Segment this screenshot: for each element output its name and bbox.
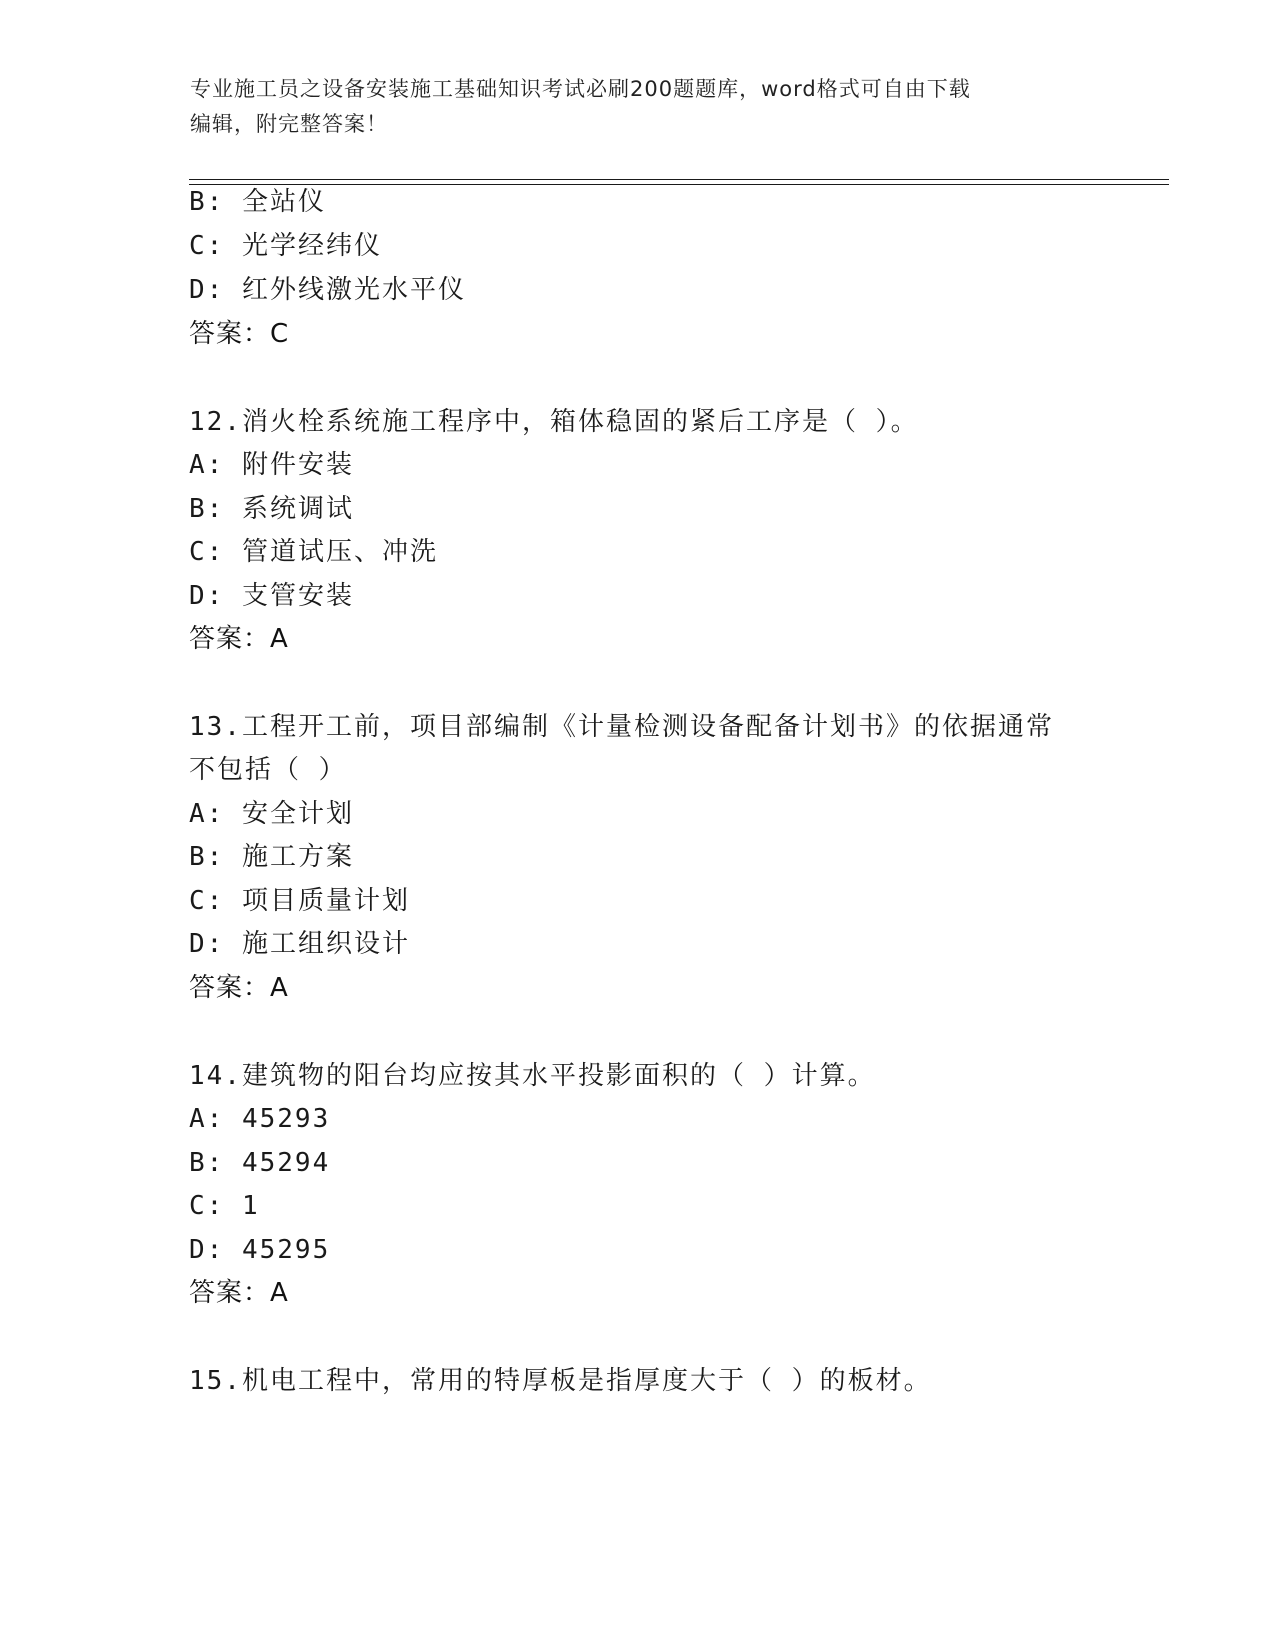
header-line-2: 编辑，附完整答案！ [190,112,388,136]
q15-stem: 15.机电工程中，常用的特厚板是指厚度大于（ ）的板材。 [189,1366,932,1396]
header-rule-bottom [189,184,1169,185]
q12-option-c: C: 管道试压、冲洗 [189,537,438,567]
q13-answer: 答案：A [189,973,289,1003]
header-rule-top [189,179,1169,180]
q14-answer: 答案：A [189,1278,289,1308]
q13-stem-line-2: 不包括（ ） [189,755,347,785]
prev-option-d: D: 红外线激光水平仪 [189,275,466,305]
q13-option-d: D: 施工组织设计 [189,929,410,959]
prev-answer: 答案：C [189,319,290,349]
prev-option-b: B: 全站仪 [189,187,326,217]
q12-option-d: D: 支管安装 [189,581,354,611]
q13-option-c: C: 项目质量计划 [189,886,410,916]
header-line-1: 专业施工员之设备安装施工基础知识考试必刷200题题库，word格式可自由下载 [190,77,971,101]
q13-option-b: B: 施工方案 [189,842,354,872]
q14-option-c: C: 1 [189,1191,260,1221]
q14-stem: 14.建筑物的阳台均应按其水平投影面积的（ ）计算。 [189,1061,876,1091]
q12-stem: 12.消火栓系统施工程序中，箱体稳固的紧后工序是（ ）。 [189,407,919,437]
q12-answer: 答案：A [189,624,289,654]
q13-stem-line-1: 13.工程开工前，项目部编制《计量检测设备配备计划书》的依据通常 [189,712,1054,742]
q14-option-d: D: 45295 [189,1235,331,1265]
q12-option-a: A: 附件安装 [189,450,354,480]
q14-option-a: A: 45293 [189,1104,331,1134]
q13-option-a: A: 安全计划 [189,799,354,829]
prev-option-c: C: 光学经纬仪 [189,231,382,261]
q14-option-b: B: 45294 [189,1148,331,1178]
document-header [190,72,1090,142]
q12-option-b: B: 系统调试 [189,494,354,524]
